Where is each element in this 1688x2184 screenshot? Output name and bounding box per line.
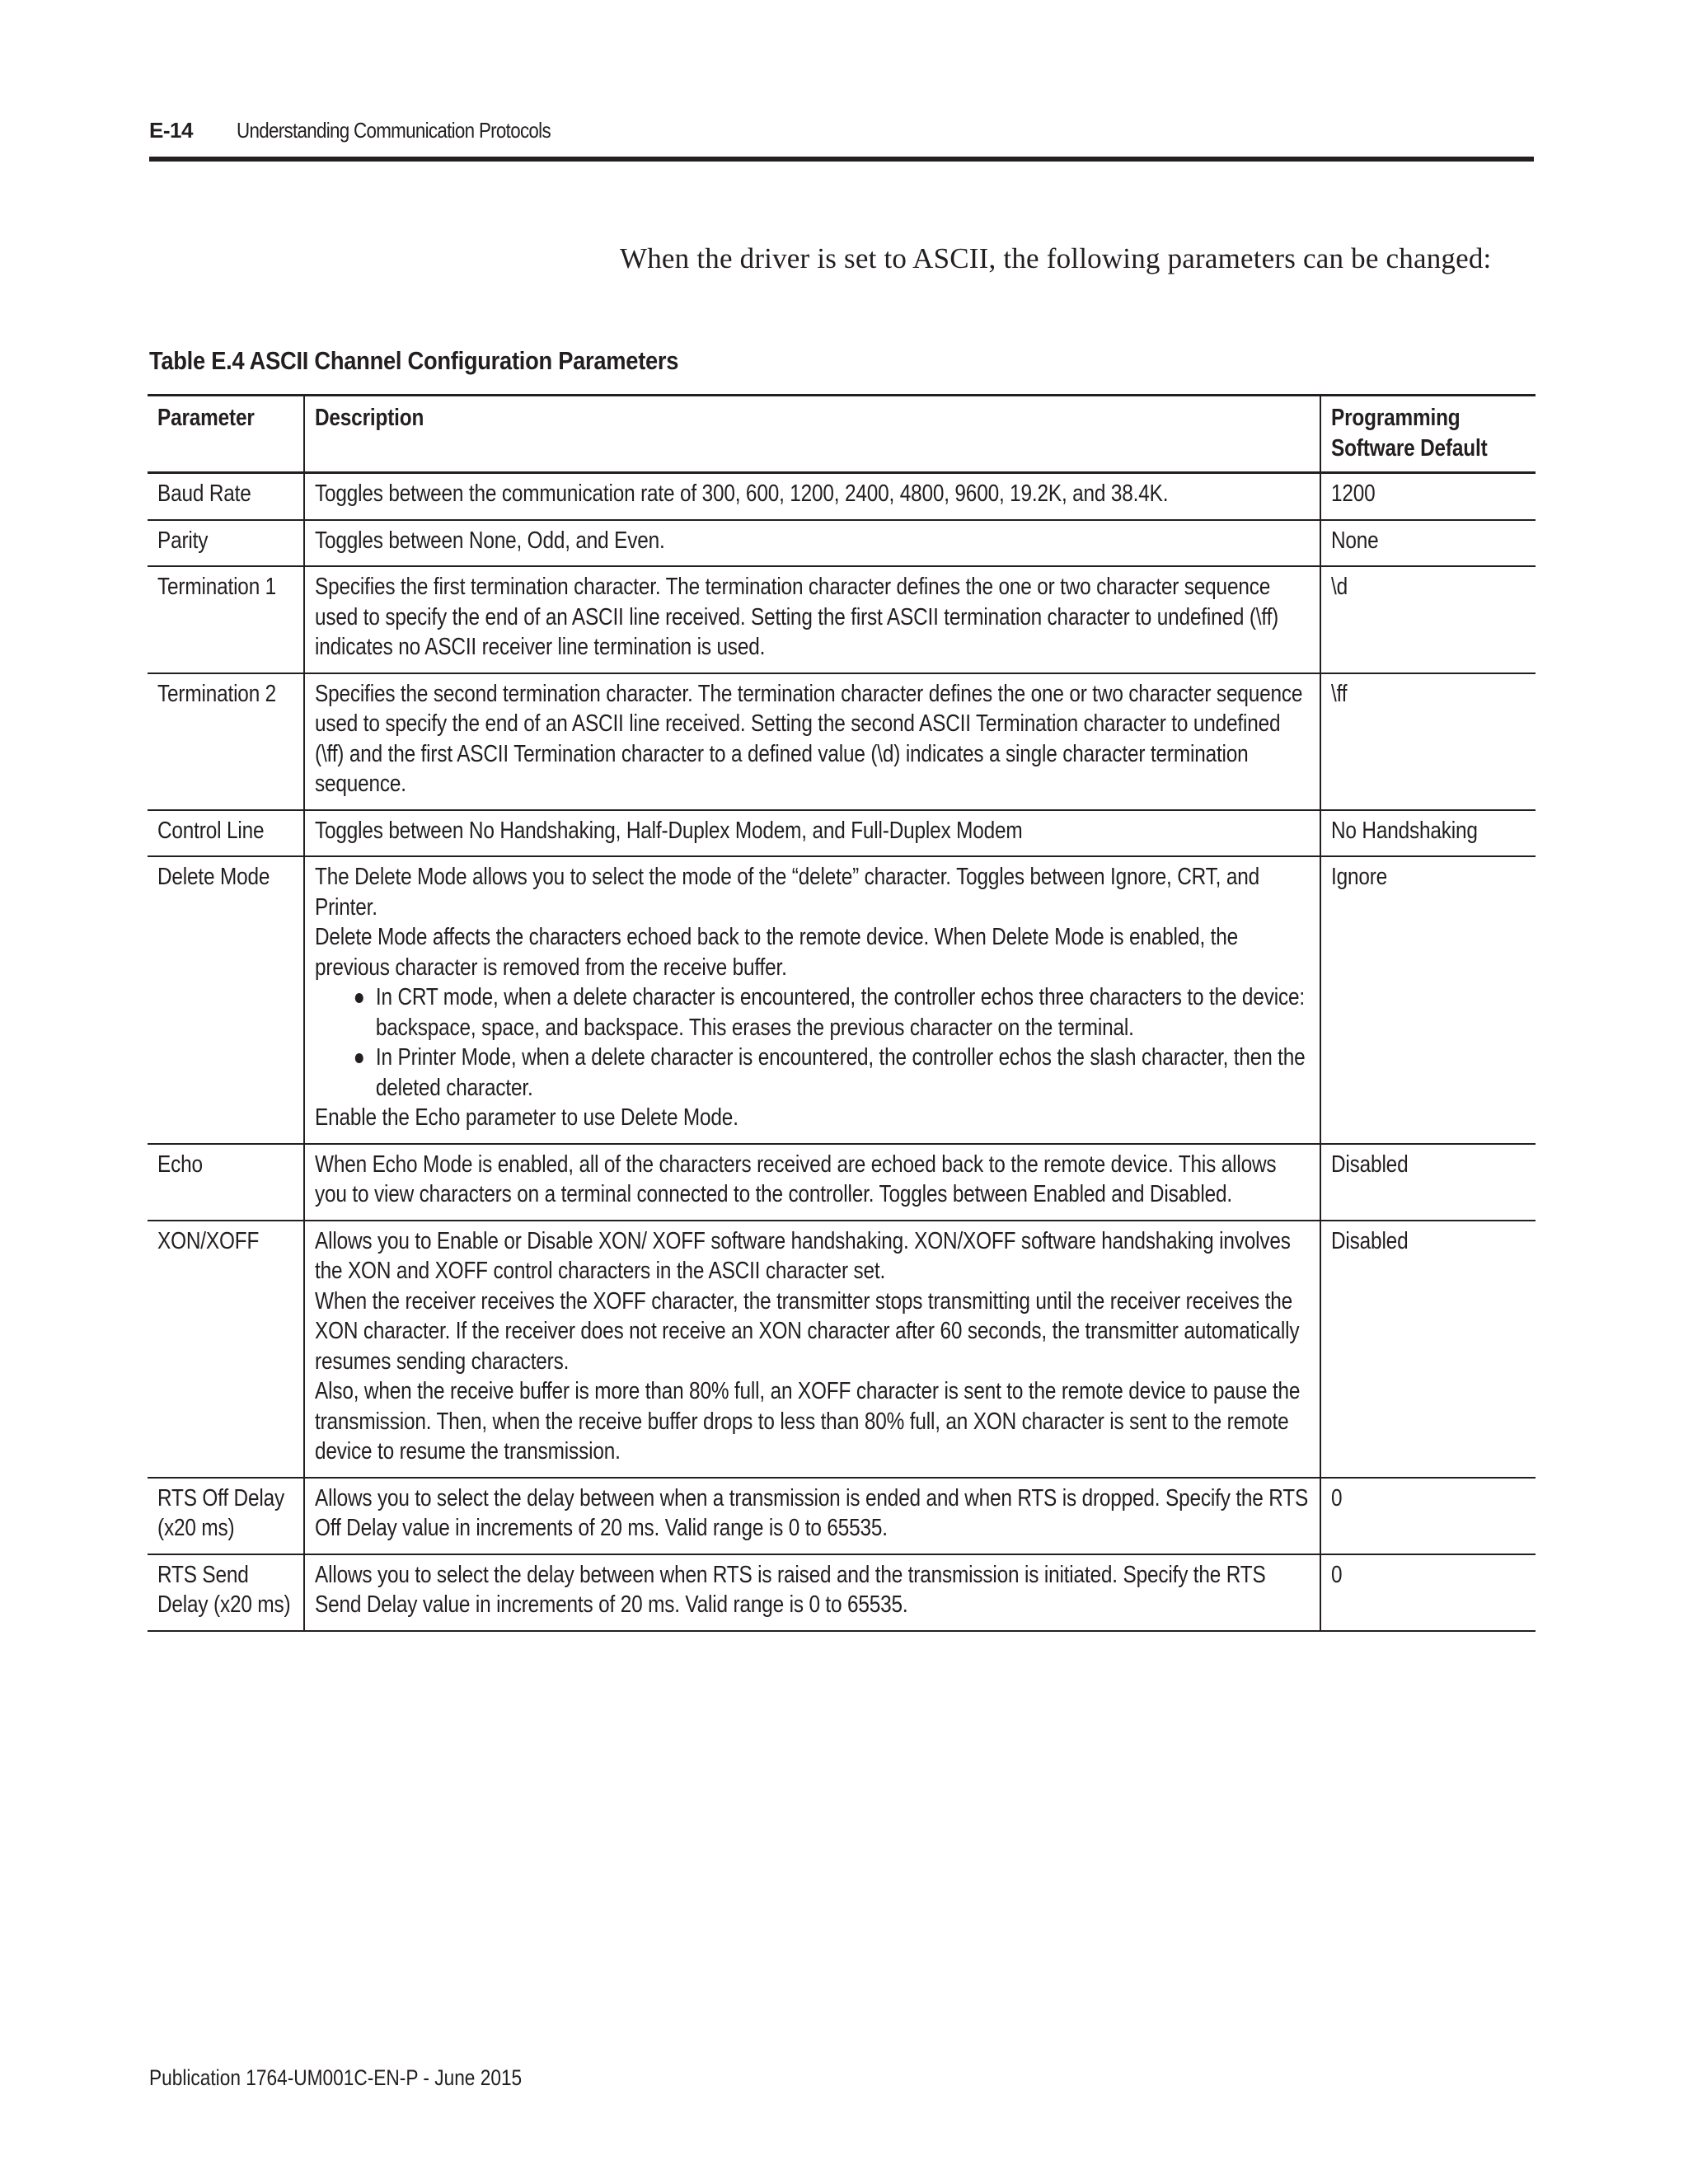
default-cell: No Handshaking [1320,810,1536,857]
description-cell: When Echo Mode is enabled, all of the characters received are echoed back to the remote device. This allows you to view characters on a terminal connected to the controller. Toggles between Enabled and Disabled. [304,1144,1320,1221]
description-cell: Allows you to Enable or Disable XON/ XOFF software handshaking. XON/XOFF software handshaking involves the XON and XOFF control characters in the ASCII character set. When the receiver receives the XOFF character, the transmitter stops transmitting until the receiver receives the XON character. If the receiver does not receive an XON character after 60 seconds, the transmitter automatically resumes sending characters. Also, when the receive buffer is more than 80% full, an XOFF character is sent to the remote device to pause the transmission. Then, when the receive buffer drops to less than 80% full, an XON character is sent to the remote device to resume the transmission. [304,1221,1320,1478]
description-cell: Toggles between None, Odd, and Even. [304,520,1320,567]
description-cell: Toggles between the communication rate of 300, 600, 1200, 2400, 4800, 9600, 19.2K, and 38.4K. [304,473,1320,520]
bullet-item: In CRT mode, when a delete character is encountered, the controller echos three characters to the device: backspace, space, and backspace. This erases the previous character on the terminal. [376,982,1311,1043]
parameter-cell: XON/XOFF [148,1221,304,1478]
section-title: Understanding Communication Protocols [237,118,551,143]
parameter-cell: Echo [148,1144,304,1221]
table-row [148,1144,1536,1221]
bullet-list [315,982,1311,1103]
description-cell: Toggles between No Handshaking, Half-Duplex Modem, and Full-Duplex Modem [304,810,1320,857]
description-cell: Allows you to select the delay between when RTS is raised and the transmission is initiated. Specify the RTS Send Delay value in increments of 20 ms. Valid range is 0 to 65535. [304,1554,1320,1631]
table-header-row [148,396,1536,473]
column-header-parameter: Parameter [148,396,304,473]
intro-text: When the driver is set to ASCII, the following parameters can be changed: [620,242,1492,274]
parameter-cell: RTS Off Delay (x20 ms) [148,1478,304,1554]
bullet-item: In Printer Mode, when a delete character is encountered, the controller echos the slash character, then the deleted character. [376,1043,1311,1103]
default-cell: 0 [1320,1554,1536,1631]
default-cell: Disabled [1320,1221,1536,1478]
table-row [148,473,1536,520]
table-row [148,856,1536,1144]
column-header-default: Programming Software Default [1320,396,1536,473]
column-header-description: Description [304,396,1320,473]
parameter-cell: RTS Send Delay (x20 ms) [148,1554,304,1631]
parameter-cell: Control Line [148,810,304,857]
table-body [148,473,1536,1631]
header-rule [149,157,1534,162]
page-number: E-14 [149,118,193,143]
table-row [148,1221,1536,1478]
parameter-cell: Termination 1 [148,566,304,673]
table-row [148,1478,1536,1554]
description-cell: Specifies the first termination character. The termination character defines the one or two character sequence used to specify the end of an ASCII line received. Setting the first ASCII termination character to undefined (\ff) indicates no ASCII receiver line termination is used. [304,566,1320,673]
default-cell: 1200 [1320,473,1536,520]
table-row [148,520,1536,567]
default-cell: \ff [1320,673,1536,810]
default-cell: 0 [1320,1478,1536,1554]
parameter-cell: Parity [148,520,304,567]
default-cell: None [1320,520,1536,567]
description-cell: Allows you to select the delay between when a transmission is ended and when RTS is dropped. Specify the RTS Off Delay value in increments of 20 ms. Valid range is 0 to 65535. [304,1478,1320,1554]
parameter-cell: Delete Mode [148,856,304,1144]
table-row [148,810,1536,857]
description-cell: The Delete Mode allows you to select the mode of the “delete” character. Toggles between Ignore, CRT, and Printer. Delete Mode affects the characters echoed back to the remote device. When Delete Mode is enabled, the previous character is removed from the receive buffer. In CRT mode, when a delete character is encountered, the controller echos three characters to the device: backspace, space, and backspace. This erases the previous character on the terminal. In Printer Mode, when a delete character is encountered, the controller echos the slash character, then the deleted character. Enable the Echo parameter to use Delete Mode. [304,856,1320,1144]
table-row [148,566,1536,673]
table-row [148,673,1536,810]
page-header [149,115,1534,145]
publication-footer: Publication 1764-UM001C-EN-P - June 2015 [149,2065,523,2090]
parameters-table [148,394,1536,1632]
table-title: Table E.4 ASCII Channel Configuration Parameters [149,346,679,375]
parameter-cell: Termination 2 [148,673,304,810]
default-cell: Disabled [1320,1144,1536,1221]
table-row [148,1554,1536,1631]
default-cell: \d [1320,566,1536,673]
parameter-cell: Baud Rate [148,473,304,520]
default-cell: Ignore [1320,856,1536,1144]
description-cell: Specifies the second termination character. The termination character defines the one or two character sequence used to specify the end of an ASCII line received. Setting the second ASCII Termination character to undefined (\ff) and the first ASCII Termination character to a defined value (\d) indicates a single character termination sequence. [304,673,1320,810]
